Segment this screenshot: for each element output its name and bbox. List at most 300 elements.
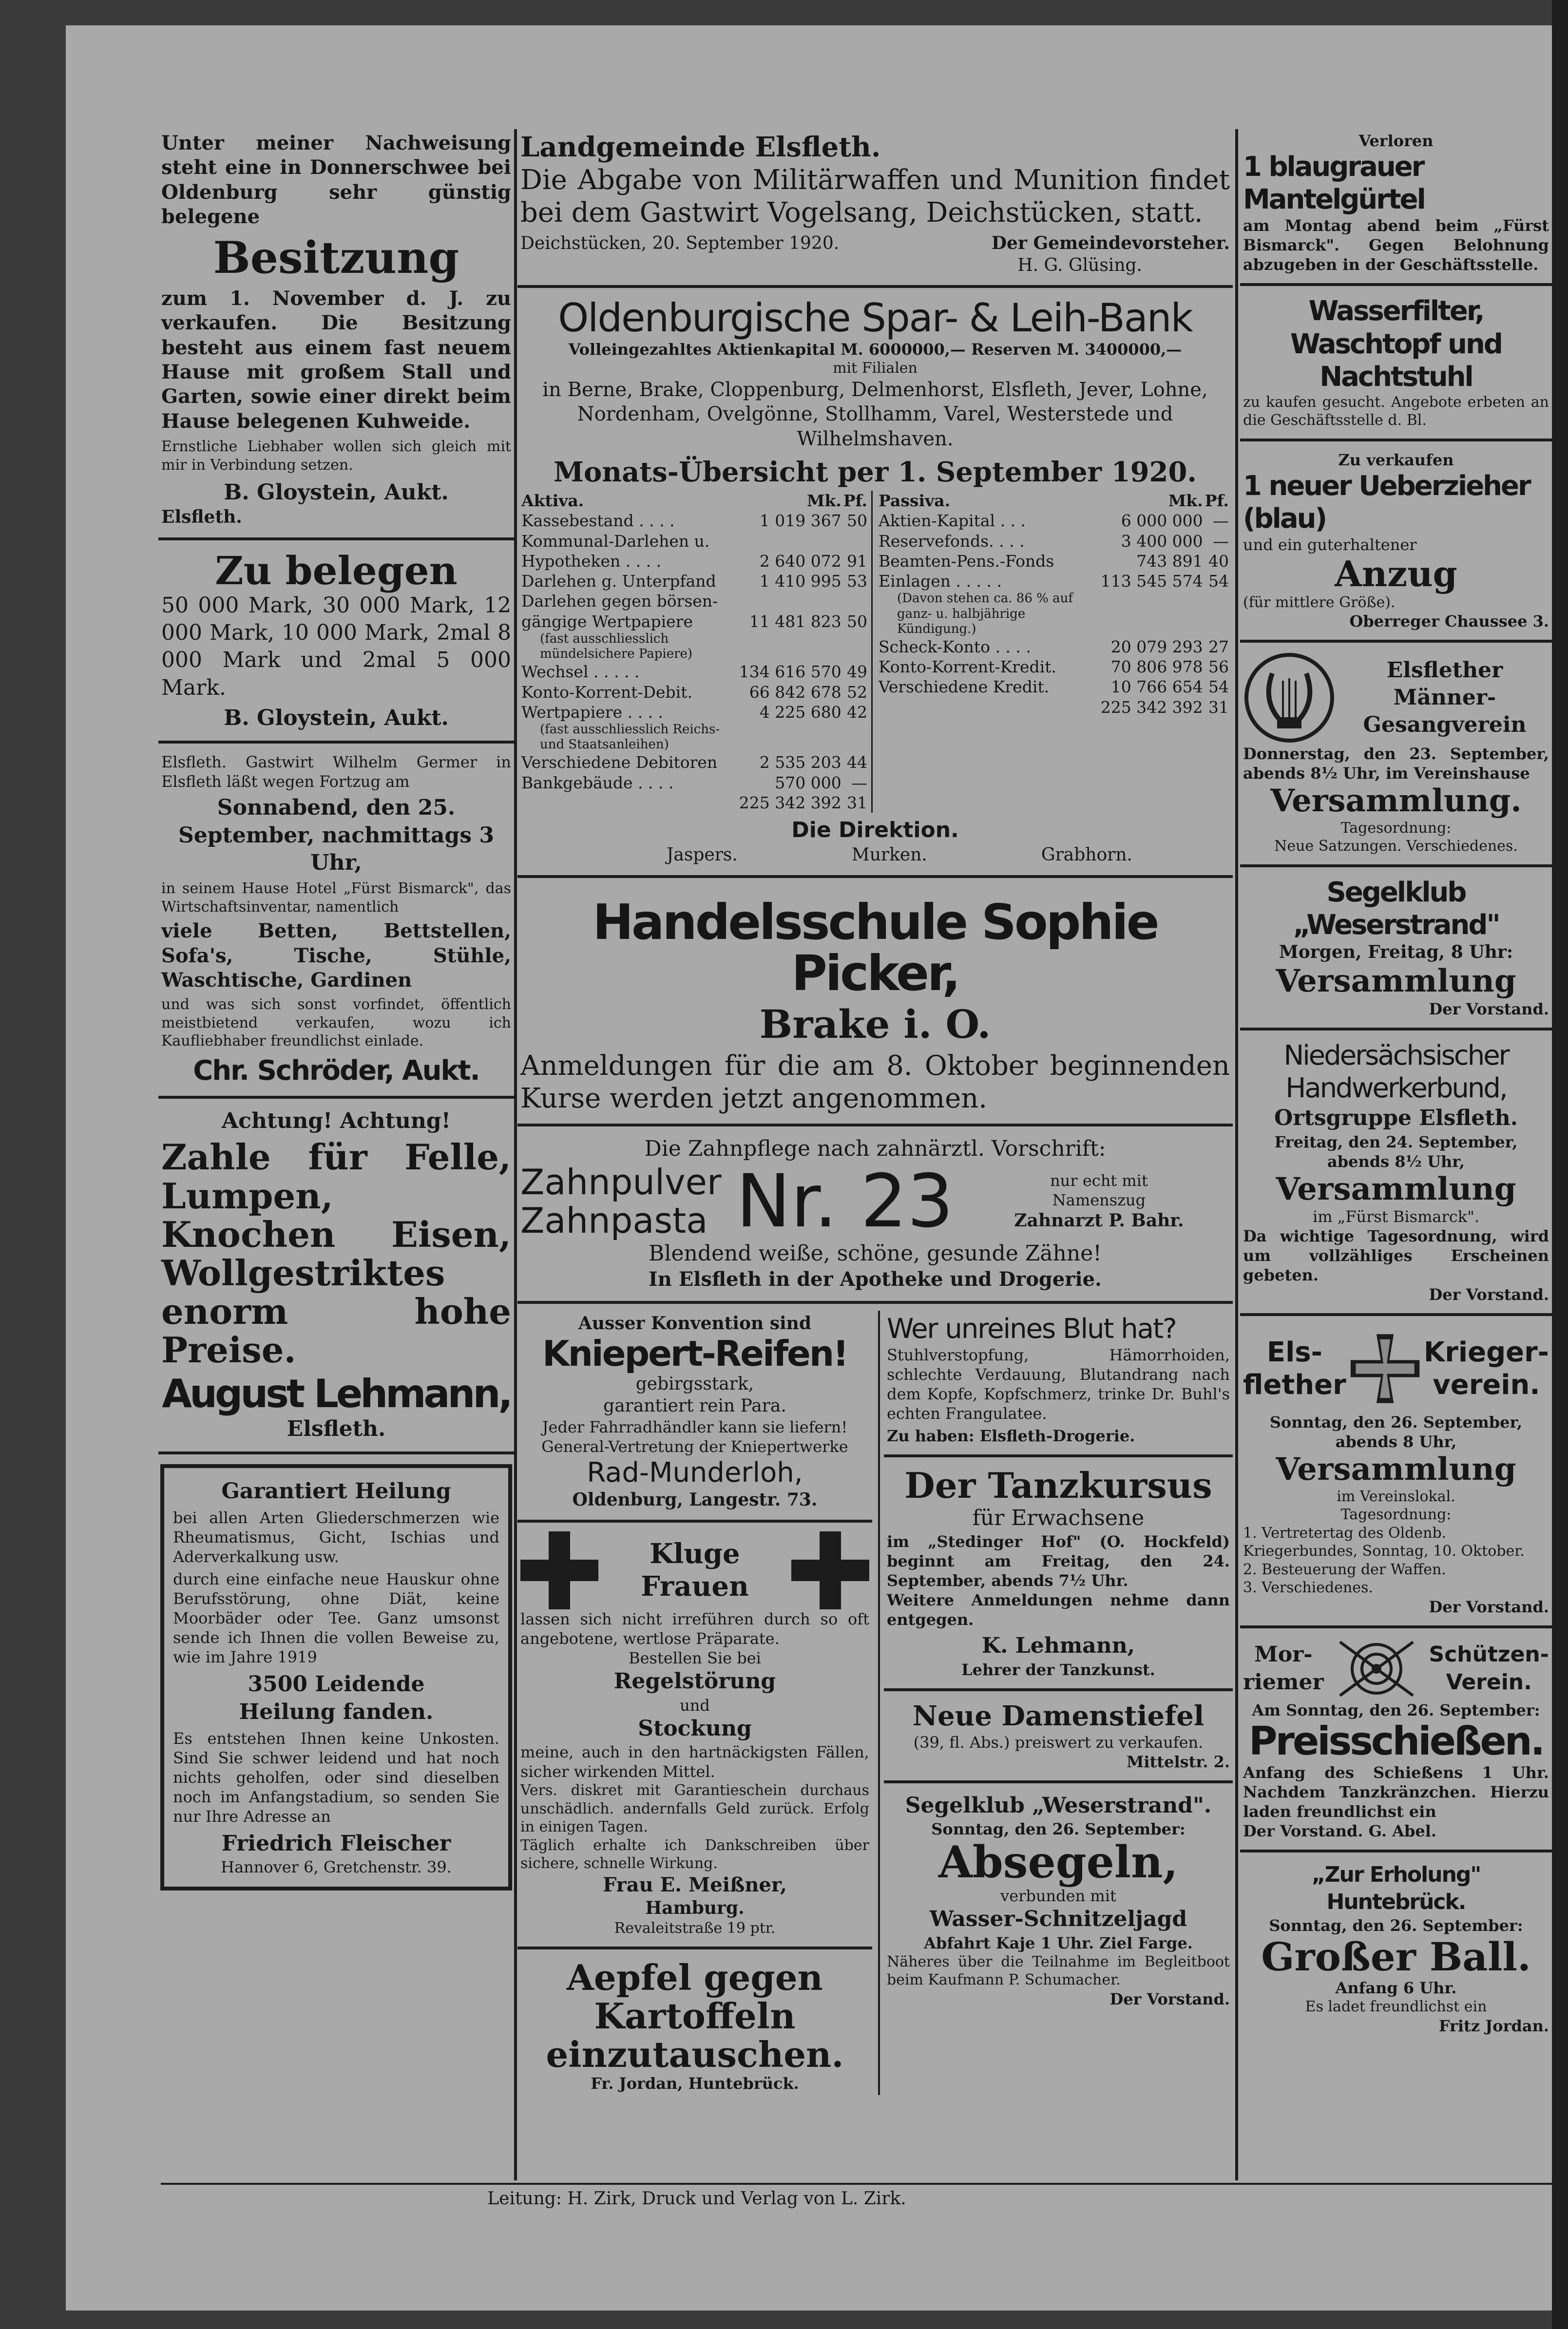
heilung-addr: Hannover 6, Gretchenstr. 39. [221,1858,452,1877]
tanz-title: Der Tanzkursus [904,1464,1212,1506]
passiva-pf: — [1213,531,1229,551]
passiva-table [878,491,1230,717]
aktiva-row [520,682,868,702]
aktiva-row [520,551,868,571]
ad-stiefel [884,1698,1233,1774]
divider [517,1301,1233,1304]
divider [158,537,514,540]
passiva-pf: Pf. [1205,491,1229,511]
direktion-name: Murken. [851,845,927,865]
ad-blut [884,1311,1233,1448]
passiva-row [878,551,1230,571]
erholung-date: Sonntag, den 26. September: [1269,1916,1523,1935]
ad-segeln [884,1790,1233,2011]
ad-handwerker [1240,1037,1552,1306]
frauen-title1: Kluge [650,1538,740,1570]
filter-title: Wasserfilter, Waschtopf und Nachtstuhl [1290,295,1502,393]
ad-verloren [1240,129,1552,276]
frauen-b1: Regelstörung [613,1669,776,1694]
passiva-label: (Davon stehen ca. 86 % auf ganz- u. halbjährige Kündigung.) [897,591,1073,636]
divider [158,741,514,744]
krieger-item: 3. Verschiedenes. [1243,1579,1373,1597]
belegen-body: 50 000 Mark, 30 000 Mark, 12 000 Mark, 10 000 Mark, 2mal 8 000 Mark und 2mal 5 000 Mark. [161,592,511,700]
heilung-p2: durch eine einfache neue Hauskur ohne Berufsstörung, ohne Diät, keine Moorbäder oder Tee. Ganz umsonst sende ich Ihnen die vollen Beweise zu, wie im Jahre 1919 [173,1570,499,1667]
verloren-body: am Montag abend beim „Fürst Bismarck". Gegen Belohnung abzugeben in der Geschäftsstelle. [1243,216,1549,274]
frauen-body4: Täglich erhalte ich Dankschreiben über sichere, schnelle Wirkung. [520,1836,869,1872]
ad-belegen [158,547,514,734]
segelklub-big: Versammlung [1276,963,1516,1000]
schuetzen-date: Am Sonntag, den 26. September: [1252,1700,1540,1719]
schuetzen-body: Anfang des Schießens 1 Uhr. Nachdem Tanzkränzchen. Hierzu laden freundlichst ein [1243,1763,1549,1821]
ueberzieher-big: Anzug [1335,553,1457,595]
aktiva-pf: 52 [847,682,868,702]
divider [158,1451,514,1454]
blut-body: Stuhlverstopfung, Hämorrhoiden, schlechte Verdauung, Blutandrang nach dem Kopfe, Kopfschmerz, trinke Dr. Buhl's echten Frangulatee. [886,1345,1230,1423]
tanz-body: im „Stedinger Hof" (O. Hockfeld) beginnt am Freitag, den 24. September, abends 7½ Uhr. [886,1532,1230,1590]
divider [517,1124,1233,1126]
ueberzieher-addr: Oberreger Chaussee 3. [1349,612,1549,630]
aktiva-total [520,793,868,813]
passiva-pf: 56 [1208,657,1229,677]
kniepert-l1: gebirgsstark, [635,1374,754,1394]
aktiva-mark [738,722,842,752]
aktiva-pf: 44 [847,753,868,772]
passiva-pf: 54 [1208,572,1229,591]
passiva-label: Verschiedene Kredit. [879,677,1050,697]
passiva-pf: 27 [1208,637,1229,656]
divider [1240,1028,1552,1031]
landgemeinde-title: Landgemeinde Elsfleth. [520,131,881,163]
schuetzen-t3: Schützen- [1429,1642,1549,1667]
ad-heilung [160,1464,512,1890]
aktiva-label: Aktiva. [521,491,584,511]
segelklub-date: Morgen, Freitag, 8 Uhr: [1279,941,1513,962]
divider [158,1096,514,1099]
aktiva-label [520,793,738,813]
ad-krieger [1240,1323,1552,1619]
passiva-pf: 31 [1208,697,1229,717]
ad-filter [1240,293,1552,432]
passiva-row [878,591,1230,637]
divider [1240,1313,1552,1316]
erholung-title: „Zur Erholung" Huntebrück. [1311,1862,1481,1915]
landgemeinde-signname: H. G. Glüsing. [1017,255,1142,275]
red-cross-icon [520,1531,598,1609]
landgemeinde-body: Die Abgabe von Militärwaffen und Munition findet bei dem Gastwirt Vogelsang, Deichstücken, statt. [520,164,1230,229]
aepfel-title: Aepfel gegen Kartoffeln einzutauschen. [546,1956,844,2076]
passiva-mark: 225 342 392 [1100,697,1203,717]
lyre-icon [1243,651,1336,744]
aktiva-label: Wechsel . . . . . [521,662,640,682]
page-edge [1552,0,1568,2329]
heilung-name: Friedrich Fleischer [221,1831,451,1856]
landgemeinde-date: Deichstücken, 20. September 1920. [520,233,840,253]
passiva-row [878,677,1230,697]
aktiva-mark [738,591,842,611]
passiva-label: Konto-Korrent-Kredit. [879,657,1056,677]
aktiva-pf [842,722,868,752]
aktiva-mark: 2 640 072 [759,551,841,571]
passiva-header [878,491,1230,511]
aktiva-pf: 53 [847,572,868,591]
passiva-label: Aktien-Kapital . . . [879,511,1026,531]
aktiva-row [520,631,868,662]
aktiva-pf: Pf. [843,491,868,511]
handwerker-loc: im „Fürst Bismarck". [1313,1207,1479,1226]
segelklub-title: Segelklub „Weserstrand" [1293,876,1499,941]
aktiva-label: Darlehen g. Unterpfand [521,572,716,591]
frauen-order: Bestellen Sie bei [629,1649,761,1668]
aktiva-header [520,491,868,511]
krieger-big: Versammlung [1276,1451,1516,1488]
blut-foot: Zu haben: Elsfleth-Drogerie. [886,1426,1135,1445]
aktiva-pf [842,531,868,551]
erholung-big: Großer Ball. [1261,1934,1531,1980]
handwerker-title: Niedersächsischer Handwerkerbund, [1283,1039,1509,1105]
divider [884,1688,1233,1691]
aktiva-label: Wertpapiere . . . . [521,702,664,722]
lehmann-head: Achtung! Achtung! [222,1108,451,1134]
erholung-sign: Fritz Jordan. [1438,2016,1549,2035]
passiva-mark: 70 806 978 [1110,657,1203,677]
passiva-label [878,697,1100,717]
aktiva-row [520,773,868,793]
erholung-start: Anfang 6 Uhr. [1335,1979,1457,1998]
handwerker-sign: Der Vorstand. [1429,1285,1549,1304]
lehmann-name: August Lehmann, [162,1371,511,1416]
krieger-loc: im Vereinslokal. [1337,1488,1455,1505]
passiva-mark: 3 400 000 [1121,531,1203,551]
aktiva-label: gängige Wertpapiere [521,611,693,631]
kniepert-name: Rad-Munderloh, [587,1456,803,1489]
frauen-und: und [680,1696,710,1715]
footer-imprint: Leitung: H. Zirk, Druck und Verlag von L. Zirk. [487,2189,906,2209]
aktiva-mark: 134 616 570 [739,662,841,682]
passiva-row [878,637,1230,657]
aktiva-row [520,571,868,591]
bank-direktion: Die Direktion. [791,818,959,843]
maenner-items: Neue Satzungen. Verschiedenes. [1274,838,1518,855]
tanz-role: Lehrer der Tanzkunst. [961,1660,1155,1679]
aktiva-label: (fast ausschliesslich Reichs- und Staatsanleihen) [540,722,720,752]
aktiva-mark: 570 000 [775,773,841,792]
divider [517,875,1233,878]
tanz-body2: Weitere Anmeldungen nehme dann entgegen. [886,1591,1230,1629]
kniepert-l4: General-Vertretung der Kniepertwerke [541,1437,848,1456]
ueberzieher-mid: und ein guterhaltener [1243,535,1417,554]
segeln-body: Näheres über die Teilnahme im Begleitboot beim Kaufmann P. Schumacher. [886,1953,1230,1989]
kniepert-addr: Oldenburg, Langestr. 73. [572,1489,818,1510]
aktiva-table [520,491,868,813]
passiva-row [878,571,1230,591]
bank-filialen: mit Filialen [833,360,918,377]
aktiva-mark: 2 535 203 [759,753,841,772]
aktiva-label: Bankgebäude . . . . [521,773,674,792]
passiva-mark: 113 545 574 [1100,572,1203,591]
aktiva-label: Hypotheken . . . . [521,551,662,571]
segeln-date: Sonntag, den 26. September: [931,1820,1186,1839]
column-rule [514,129,517,2180]
maenner-title: Elsflether Männer-Gesangverein [1363,657,1527,738]
stiefel-body: (39, fl. Abs.) preiswert zu verkaufen. [913,1733,1204,1752]
passiva-mark: Mk. [1168,491,1203,511]
ad-segelklub [1240,874,1552,1021]
passiva-mark: 743 891 [1136,551,1203,571]
ad-landgemeinde [517,129,1233,278]
segeln-big: Absegeln, [938,1836,1178,1889]
aktiva-row [520,702,868,722]
aktiva-row [520,662,868,682]
verloren-head: Verloren [1358,132,1434,150]
kniepert-l3: Jeder Fahrradhändler kann sie liefern! [542,1417,848,1436]
frauen-city: Hamburg. [645,1897,745,1918]
frauen-body: lassen sich nicht irreführen durch so oft angebotene, wertlose Präparate. [520,1610,869,1648]
maenner-date: Donnerstag, den 23. September, abends 8½ Uhr, im Vereinshause [1243,745,1549,783]
aktiva-mark [738,531,842,551]
zahn-right3: Zahnarzt P. Bahr. [1014,1210,1184,1231]
aktiva-row [520,722,868,752]
divider [1240,640,1552,643]
aktiva-pf [842,591,868,611]
divider [884,1780,1233,1783]
handwerker-body: Da wichtige Tagesordnung, wird um vollzähliges Erscheinen gebeten. [1243,1227,1549,1285]
target-rifles-icon [1335,1637,1418,1700]
ad-aepfel [517,1956,872,2096]
column-middle [517,129,1233,2095]
passiva-mark: 10 766 654 [1110,677,1203,697]
heilung-p1: bei allen Arten Gliederschmerzen wie Rheumatismus, Gicht, Ischias und Aderverkalkung usw. [173,1508,499,1566]
zahn-slogan: Blendend weiße, schöne, gesunde Zähne! [649,1241,1102,1266]
ueberzieher-sub: (für mittlere Größe). [1243,593,1396,611]
segeln-title: Segelklub „Weserstrand". [905,1793,1212,1818]
divider [517,1520,872,1523]
aktiva-mark: 66 842 678 [749,682,841,702]
aktiva-pf: 50 [847,611,868,631]
aktiva-pf: 49 [847,662,868,682]
divider [517,285,1233,288]
zahn-foot: In Elsfleth in der Apotheke und Drogerie. [649,1268,1102,1291]
stiefel-addr: Mittelstr. 2. [1126,1752,1230,1771]
filter-body: zu kaufen gesucht. Angebote erbeten an die Geschäftsstelle d. Bl. [1243,393,1549,429]
schuetzen-big: Preisschießen. [1248,1718,1544,1764]
heilung-p3: Es entstehen Ihnen keine Unkosten. Sind Sie schwer leidend und hat noch nichts geholfen, oder sind dieselben noch im Anfangstadium, so senden Sie nur Ihre Adresse an [173,1729,499,1826]
picker-body: Anmeldungen für die am 8. Oktober beginnenden Kurse werden jetzt angenommen. [520,1050,1230,1114]
krieger-t1: Els- [1266,1336,1322,1369]
red-cross-icon [791,1531,869,1609]
frauen-body2: meine, auch in den hartnäckigsten Fällen, sicher wirkenden Mittel. [520,1743,869,1781]
ad-maenner [1240,649,1552,858]
frauen-name: Frau E. Meißner, [602,1873,787,1896]
ad-germer [158,750,514,1089]
aktiva-label: Kommunal-Darlehen u. [521,531,710,551]
aktiva-mark: 11 481 823 [749,611,841,631]
ueberzieher-head: Zu verkaufen [1338,450,1454,469]
passiva-row [878,531,1230,551]
ad-frauen [517,1529,872,1939]
aktiva-pf: 42 [847,702,868,722]
aktiva-pf: 50 [847,511,868,531]
passiva-label: Passiva. [879,491,951,511]
passiva-mark [1100,591,1204,637]
passiva-pf: 54 [1208,677,1229,697]
krieger-t2: flether [1243,1369,1346,1401]
besitzung-place: Elsfleth. [161,507,242,528]
aktiva-pf: 31 [847,793,868,812]
besitzung-note: Ernstliche Liebhaber wollen sich gleich mit mir in Verbindung setzen. [161,438,511,474]
tanz-sub: für Erwachsene [972,1505,1145,1530]
aktiva-label: (fast ausschliesslich mündelsichere Papiere) [540,631,693,662]
passiva-label: Scheck-Konto . . . . [879,637,1031,656]
handwerker-sub: Ortsgruppe Elsfleth. [1274,1106,1518,1131]
aktiva-row [520,611,868,631]
schuetzen-sign: Der Vorstand. G. Abel. [1243,1821,1436,1840]
column-right [1240,129,1552,2038]
krieger-item: 1. Vertretertag des Oldenb. Kriegerbundes, Sonntag, 10. Oktober. [1243,1524,1525,1560]
ad-ueberzieher [1240,448,1552,633]
zahn-right1: nur echt mit [1050,1171,1148,1190]
besitzung-title: Besitzung [213,231,459,284]
passiva-row [878,511,1230,531]
segeln-mid: verbunden mit [1000,1887,1116,1906]
kniepert-l2: garantiert rein Para. [603,1396,786,1416]
ad-zahn [517,1133,1233,1294]
handwerker-date: Freitag, den 24. September, abends 8½ Uhr, [1274,1132,1518,1171]
lehmann-place: Elsfleth. [287,1416,386,1441]
passiva-label: Reservefonds. . . . [879,531,1025,551]
krieger-t4: verein. [1433,1369,1540,1401]
direktion-name: Jaspers. [667,845,738,865]
ad-lehmann [158,1106,514,1445]
iron-cross-icon [1346,1325,1424,1413]
segeln-abf: Abfahrt Kaje 1 Uhr. Ziel Farge. [924,1933,1193,1952]
ad-bank [517,295,1233,868]
ad-kniepert [517,1311,872,1513]
passiva-pf: 40 [1208,551,1229,571]
besitzung-body: zum 1. November d. J. zu verkaufen. Die Besitzung besteht aus einem fast neuem Hause mit großem Stall und Garten, sowie einer direkt beim Hause belegenen Kuhweide. [161,286,511,433]
aktiva-mark: 4 225 680 [759,702,841,722]
lehmann-body: Zahle für Felle, Lumpen, Knochen Eisen, Wollgestriktes enorm hohe Preise. [161,1136,511,1371]
aepfel-sign: Fr. Jordan, Huntebrück. [591,2074,799,2093]
aktiva-label: Verschiedene Debitoren [521,753,718,772]
direktion-name: Grabhorn. [1041,845,1132,865]
krieger-t3: Krieger- [1423,1336,1549,1369]
germer-outro: und was sich sonst vorfindet, öffentlich meistbietend verkaufen, wozu ich Kaufliebhaber freundlichst einlade. [161,996,511,1050]
column-rule [1235,129,1238,2180]
besitzung-sign: B. Gloystein, Aukt. [224,480,449,505]
ad-schuetzen [1240,1635,1552,1843]
divider [1240,283,1552,286]
segeln-jagd: Wasser-Schnitzeljagd [929,1907,1187,1932]
zahn-right2: Namenszug [1052,1191,1146,1209]
belegen-title: Zu belegen [215,547,458,593]
aktiva-row [520,511,868,531]
maenner-big: Versammlung. [1270,783,1522,819]
divider [1240,1850,1552,1852]
aktiva-pf [842,631,868,662]
stiefel-title: Neue Damenstiefel [912,1699,1205,1732]
passiva-pf [1204,591,1230,637]
passiva-total [878,697,1230,717]
ad-tanz [884,1464,1233,1681]
divider [1240,1625,1552,1628]
picker-title: Handelsschule Sophie Picker, [593,893,1158,1002]
tanz-name: K. Lehmann, [981,1633,1135,1659]
handwerker-big: Versammlung [1276,1170,1516,1207]
krieger-date: Sonntag, den 26. September, abends 8 Uhr, [1269,1413,1523,1451]
aktiva-pf: — [851,773,868,792]
besitzung-intro: Unter meiner Nachweisung steht eine in Donnerschwee bei Oldenburg sehr günstig belegene [161,132,511,229]
maenner-ord: Tagesordnung: [1340,819,1452,837]
divider [517,1947,872,1949]
bank-title: Oldenburgische Spar- & Leih-Bank [558,295,1192,341]
passiva-label: Einlagen . . . . . [879,572,1002,591]
verloren-title: 1 blaugrauer Mantelgürtel [1243,151,1425,216]
divider [1240,864,1552,867]
passiva-label: Beamten-Pens.-Fonds [879,551,1054,571]
germer-sign: Chr. Schröder, Aukt. [193,1054,479,1087]
ad-besitzung [158,129,514,531]
aktiva-mark: 1 410 995 [759,572,841,591]
passiva-pf: — [1213,511,1229,531]
frauen-b2: Stockung [638,1716,752,1741]
kniepert-top: Ausser Konvention sind [578,1313,811,1334]
frauen-body3: Vers. diskret mit Garantieschein durchaus unschädlich. andernfalls Geld zurück. Erfolg in einigen Tagen. [520,1782,869,1836]
heilung-title: Garantiert Heilung [221,1478,451,1504]
belegen-sign: B. Gloystein, Aukt. [224,706,449,731]
segeln-sign: Der Vorstand. [1109,1989,1230,2008]
ueberzieher-title: 1 neuer Ueberzieher (blau) [1243,470,1530,535]
schuetzen-t2: riemer [1243,1669,1324,1695]
aktiva-label: Konto-Korrent-Debit. [521,682,692,702]
frauen-title2: Frauen [641,1570,749,1603]
zahn-head: Die Zahnpflege nach zahnärztl. Vorschrift: [644,1136,1106,1162]
aktiva-row [520,531,868,551]
aktiva-mark: 225 342 392 [739,793,841,812]
bank-capital: Volleingezahltes Aktienkapital M. 6000000,— Reserven M. 3400000,— [568,340,1182,359]
aktiva-label: Kassebestand . . . . [521,511,675,531]
germer-date: Sonnabend, den 25. September, nachmittags 3 Uhr, [178,795,494,875]
heilung-big: 3500 Leidende [248,1672,425,1697]
schuetzen-t1: Mor- [1254,1642,1313,1667]
divider [1240,439,1552,441]
divider [884,1454,1233,1457]
zahn-l1: Zahnpulver [520,1161,722,1203]
frauen-addr: Revaleitstraße 19 ptr. [614,1920,776,1937]
picker-place: Brake i. O. [759,1001,991,1047]
germer-intro: Elsfleth. Gastwirt Wilhelm Germer in Elsfleth läßt wegen Fortzug am [161,753,511,791]
zahn-l2: Zahnpasta [520,1200,708,1241]
krieger-sign: Der Vorstand. [1429,1597,1549,1616]
erholung-body: Es ladet freundlichst ein [1305,1998,1487,2016]
column-left [158,129,514,1890]
aktiva-label: Darlehen gegen börsen- [521,592,718,611]
zahn-nr: Nr. 23 [736,1159,954,1244]
aktiva-mark: Mk. [806,491,841,511]
schuetzen-t4: Verein. [1446,1669,1532,1695]
krieger-item: 2. Besteuerung der Waffen. [1243,1561,1446,1578]
bank-overview: Monats-Übersicht per 1. September 1920. [554,456,1197,488]
aktiva-mark [738,631,842,662]
aktiva-mark: 1 019 367 [759,511,841,531]
ad-picker [517,885,1233,1117]
blut-title: Wer unreines Blut hat? [886,1313,1176,1345]
footer-rule [161,2183,1554,2185]
kniepert-title: Kniepert-Reifen! [542,1333,847,1374]
landgemeinde-sign: Der Gemeindevorsteher. [991,232,1230,253]
passiva-row [878,657,1230,677]
germer-items: viele Betten, Bettstellen, Sofa's, Tische, Stühle, Waschtische, Gardinen [161,919,511,992]
passiva-mark: 6 000 000 [1121,511,1203,531]
